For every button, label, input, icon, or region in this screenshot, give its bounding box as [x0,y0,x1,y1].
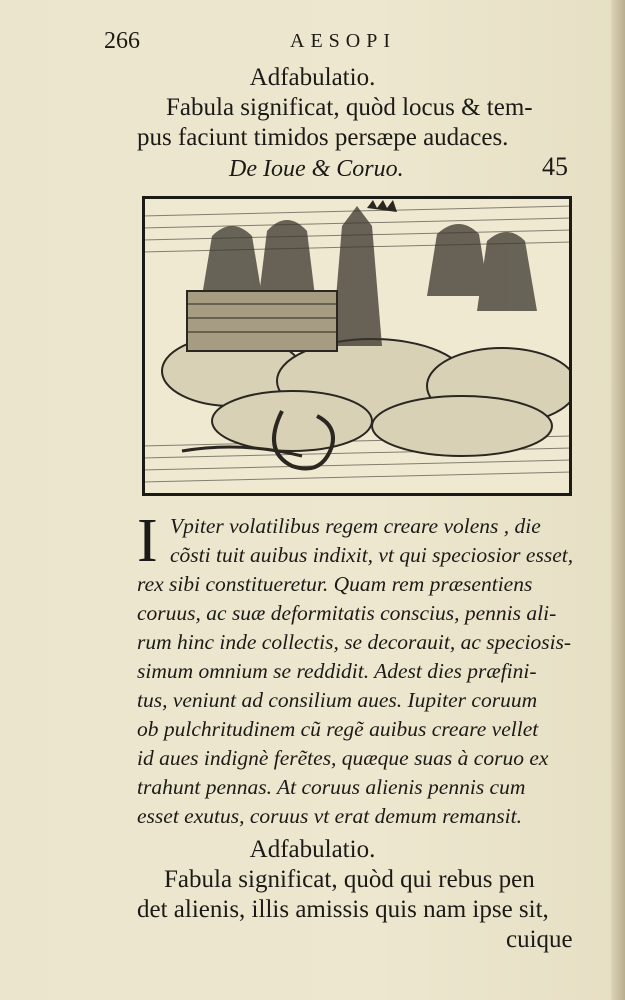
moral-line: Fabula significat, quòd qui rebus pen [164,866,535,893]
previous-moral-line: pus faciunt timidos persæpe audaces. [137,124,509,151]
fable-body-line: ob pulchritudinem cũ regẽ auibus creare vellet [137,717,539,741]
running-title: AESOPI [290,30,397,52]
previous-moral-heading: Adfabulatio. [249,64,376,91]
fable-heading [0,152,625,188]
fable-body-line: rex sibi constitueretur. Quam rem præsentiens [137,572,533,596]
fable-body-line: tus, veniunt ad consilium aues. Iupiter coruum [137,688,538,712]
moral-line: det alienis, illis amissis quis nam ipse sit, [137,896,549,923]
fable-number: 45 [542,152,568,181]
fable-body-line: simum omnium se reddidit. Adest dies præfini- [137,659,537,683]
fable-body-line: cõsti tuit auibus indixit, vt qui speciosior esset, [170,543,574,567]
running-head [0,28,625,58]
moral-heading: Adfabulatio. [249,836,376,863]
catchword: cuique [506,926,573,953]
fable-body-line: esset exutus, coruus vt erat demum remansit. [137,804,522,828]
fable-body-line: rum hinc inde collectis, se decorauit, ac speciosis- [137,630,572,654]
fable-body-line: Vpiter volatilibus regem creare volens , die [170,514,541,538]
fable-title: De Ioue & Coruo. [229,156,404,182]
fable-body-line: coruus, ac suæ deformitatis conscius, pennis ali- [137,601,557,625]
fable-body-line: trahunt pennas. At coruus alienis pennis cum [137,775,526,799]
woodcut-illustration [142,196,572,496]
fable-body-line: id aues indignè ferẽtes, quæque suas à coruo ex [137,746,549,770]
previous-moral-line: Fabula significat, quòd locus & tem- [166,94,533,121]
drop-cap: I [137,507,158,575]
page-number: 266 [104,28,140,54]
